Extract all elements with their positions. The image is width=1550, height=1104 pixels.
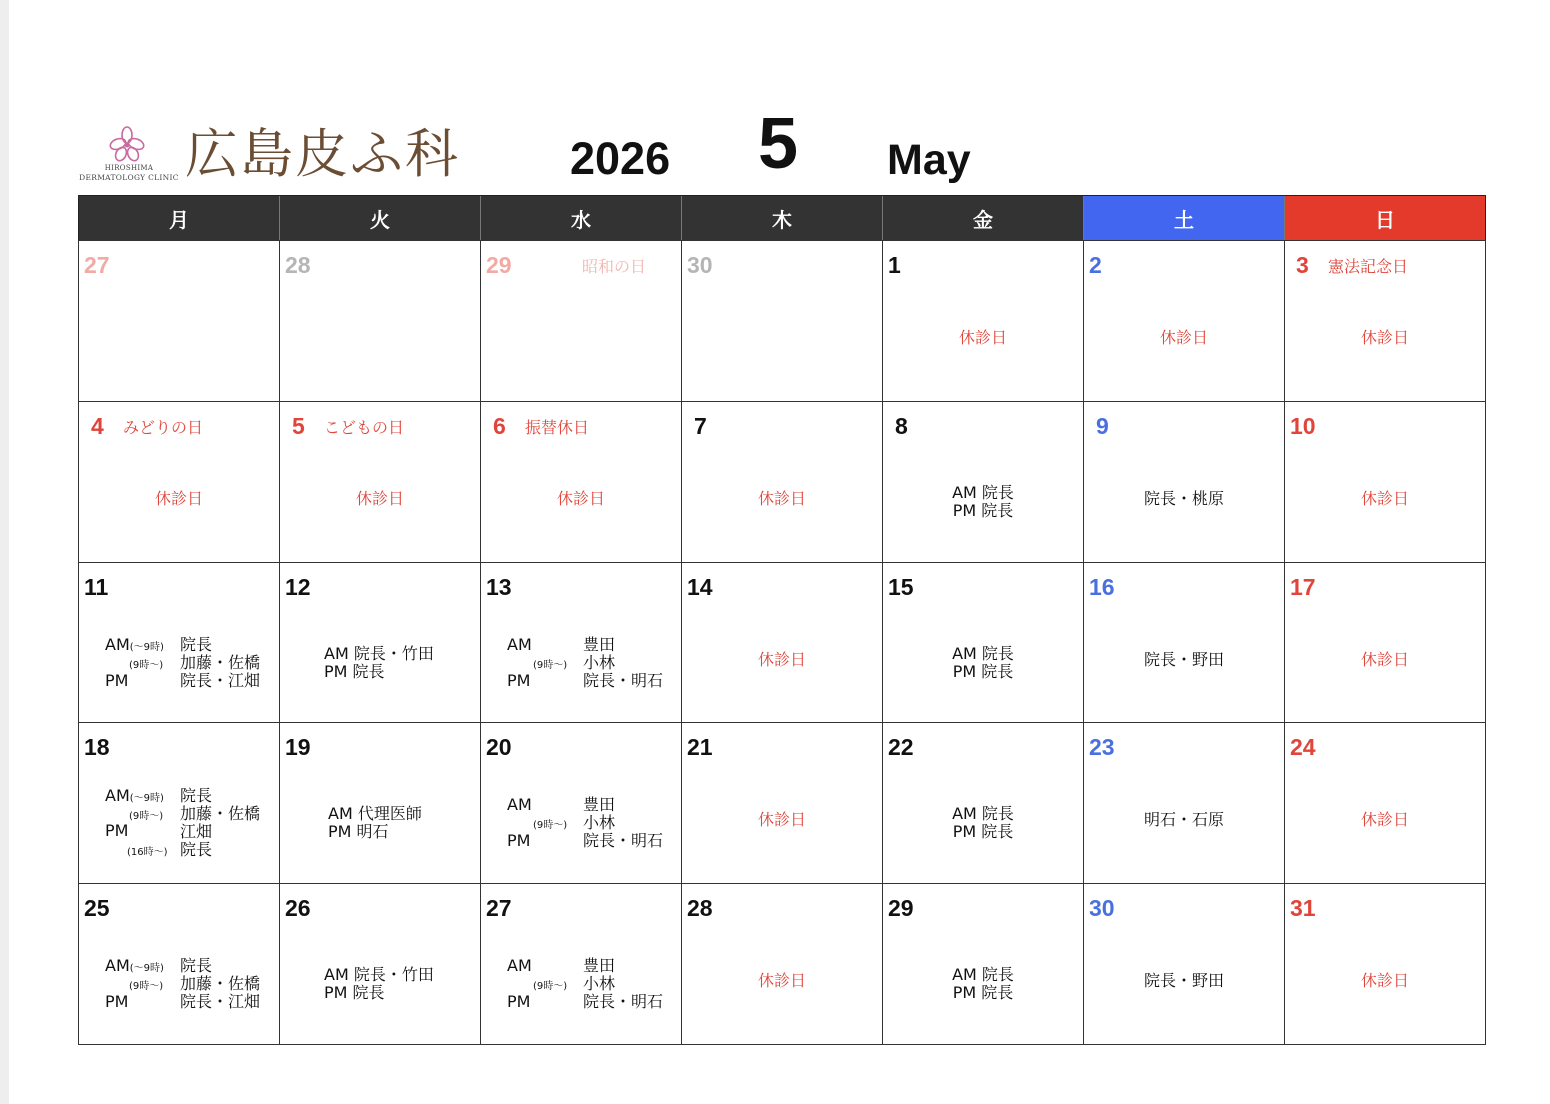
doctor: 院長 (180, 840, 213, 860)
day-cell-25 (79, 884, 280, 1045)
time-note: (9時〜) (129, 811, 164, 823)
calendar-month-name: May (887, 136, 971, 184)
day-number: 12 (285, 573, 311, 600)
closed-label: 休診日 (1360, 971, 1409, 991)
closed-label: 休診日 (757, 488, 806, 508)
closed-label: 休診日 (556, 488, 605, 508)
day-number: 18 (84, 734, 110, 761)
day-number: 2 (1089, 252, 1102, 278)
schedule-pm: PM 院長 (952, 822, 1014, 842)
day-number: 11 (84, 573, 109, 600)
schedule-am: AM 院長 (952, 643, 1014, 663)
day-cell-apr-28 (280, 241, 481, 402)
day-cell-1 (883, 241, 1084, 402)
schedule (883, 805, 1083, 841)
day-cell-17 (1285, 563, 1486, 724)
day-number: 17 (1290, 573, 1316, 600)
logo-text-line1: HIROSHIMA (104, 164, 154, 172)
day-number: 23 (1089, 734, 1115, 761)
flower-logo-icon (107, 126, 147, 162)
doctor: 豊田 (583, 795, 616, 815)
day-cell-16 (1084, 563, 1285, 724)
day-cell-24 (1285, 723, 1486, 884)
day-number: 24 (1290, 734, 1316, 761)
day-cell-14 (682, 563, 883, 724)
time-note: (〜9時) (129, 793, 164, 805)
calendar (78, 195, 1486, 1045)
schedule-am: AM 院長 (952, 482, 1014, 502)
weekday-thu: 木 (682, 196, 883, 240)
schedule (105, 636, 275, 692)
day-cell-apr-29 (481, 241, 682, 402)
day-cell-13 (481, 563, 682, 724)
day-cell-27 (481, 884, 682, 1045)
day-number: 26 (285, 895, 311, 922)
doctor: 院長 (180, 956, 213, 976)
day-number: 15 (888, 573, 914, 600)
doctor: 小林 (583, 974, 616, 994)
weekday-fri: 金 (883, 196, 1084, 240)
holiday-name: 振替休日 (525, 417, 590, 437)
weekday-sat: 土 (1084, 196, 1285, 240)
day-cell-22 (883, 723, 1084, 884)
day-number: 29 (888, 895, 914, 922)
day-number: 8 (895, 412, 908, 439)
closed-label: 休診日 (1159, 328, 1208, 347)
doctor: 江畑 (180, 822, 213, 842)
day-number: 21 (687, 734, 713, 761)
day-number: 5 (292, 412, 305, 439)
doctor: 加藤・佐橋 (180, 974, 261, 994)
pm-label: PM (105, 821, 129, 841)
closed-label: 休診日 (757, 810, 806, 830)
doctor: 加藤・佐橋 (180, 652, 261, 672)
schedule (507, 796, 677, 852)
closed-label: 休診日 (1360, 810, 1409, 830)
day-number: 6 (493, 412, 506, 439)
time-note: (9時〜) (533, 981, 568, 993)
day-cell-30 (1084, 884, 1285, 1045)
am-label: AM (507, 795, 532, 815)
day-cell-12 (280, 563, 481, 724)
day-number: 13 (486, 573, 512, 600)
holiday-name: こどもの日 (324, 417, 405, 437)
day-number: 28 (285, 252, 311, 278)
pm-label: PM (507, 831, 531, 851)
schedule-am: AM 院長・竹田 (324, 643, 434, 663)
day-number: 10 (1290, 412, 1316, 439)
doctor: 院長・明石 (583, 992, 664, 1012)
schedule-pm: PM 院長 (324, 983, 385, 1003)
schedule-am: AM 院長 (952, 804, 1014, 824)
day-number: 9 (1096, 412, 1109, 439)
day-number: 14 (687, 573, 713, 600)
day-cell-apr-30 (682, 241, 883, 402)
calendar-year: 2026 (570, 133, 671, 184)
day-cell-28 (682, 884, 883, 1045)
closed-label: 休診日 (1360, 488, 1409, 508)
page-edge (0, 0, 9, 1104)
pm-label: PM (507, 992, 531, 1012)
time-note: (16時〜) (127, 847, 168, 859)
day-number: 27 (84, 252, 110, 278)
day-cell-apr-27 (79, 241, 280, 402)
day-number: 1 (888, 252, 901, 278)
schedule-pm: PM 院長 (324, 661, 385, 681)
day-number: 19 (285, 734, 311, 761)
schedule-doctors: 院長・野田 (1143, 649, 1224, 669)
day-cell-5 (280, 402, 481, 563)
time-note: (〜9時) (129, 641, 164, 653)
schedule (105, 957, 275, 1013)
clinic-name: 広島皮ふ科 (185, 124, 460, 185)
doctor: 小林 (583, 813, 616, 833)
schedule (328, 805, 422, 841)
schedule-doctors: 院長・桃原 (1143, 488, 1224, 508)
doctor: 院長・江畑 (180, 992, 261, 1012)
calendar-grid (78, 240, 1486, 1045)
day-number: 22 (888, 734, 914, 761)
day-number: 28 (687, 895, 713, 922)
holiday-name: みどりの日 (123, 417, 204, 437)
schedule-pm: PM 院長 (952, 661, 1014, 681)
day-number: 31 (1290, 895, 1316, 922)
closed-label: 休診日 (958, 328, 1007, 347)
day-cell-26 (280, 884, 481, 1045)
schedule-am: AM 院長・竹田 (324, 965, 434, 985)
schedule-am: AM 代理医師 (328, 804, 422, 824)
schedule (883, 484, 1083, 520)
logo-text-line2: DERMATOLOGY CLINIC (79, 173, 179, 182)
doctor: 豊田 (583, 956, 616, 976)
weekday-wed: 水 (481, 196, 682, 240)
schedule (324, 645, 434, 681)
doctor: 院長 (180, 786, 213, 806)
closed-label: 休診日 (757, 971, 806, 991)
pm-label: PM (507, 670, 531, 690)
doctor: 院長 (180, 634, 213, 654)
am-label: AM (105, 634, 130, 654)
calendar-month-number: 5 (758, 104, 799, 184)
schedule-am: AM 院長 (952, 965, 1014, 985)
day-cell-29 (883, 884, 1084, 1045)
time-note: (9時〜) (533, 659, 568, 671)
schedule-pm: PM 院長 (952, 983, 1014, 1003)
day-cell-9 (1084, 402, 1285, 563)
day-number: 25 (84, 895, 110, 922)
schedule (507, 636, 677, 692)
day-cell-11 (79, 563, 280, 724)
time-note: (9時〜) (129, 659, 164, 671)
schedule (105, 787, 275, 863)
time-note: (9時〜) (533, 820, 568, 832)
pm-label: PM (105, 992, 129, 1012)
day-cell-15 (883, 563, 1084, 724)
doctor: 加藤・佐橋 (180, 804, 261, 824)
closed-label: 休診日 (1360, 328, 1409, 347)
weekday-header (78, 195, 1486, 241)
weekday-mon: 月 (79, 196, 280, 240)
day-number: 16 (1089, 573, 1115, 600)
day-number: 30 (1089, 895, 1115, 922)
day-cell-10 (1285, 402, 1486, 563)
doctor: 小林 (583, 652, 616, 672)
am-label: AM (105, 956, 130, 976)
day-cell-23 (1084, 723, 1285, 884)
clinic-logo (78, 126, 180, 184)
day-cell-21 (682, 723, 883, 884)
day-cell-2 (1084, 241, 1285, 402)
doctor: 院長・明石 (583, 831, 664, 851)
am-label: AM (105, 786, 130, 806)
day-number: 29 (486, 252, 512, 278)
day-number: 30 (687, 252, 713, 278)
schedule-pm: PM 明石 (328, 822, 389, 842)
time-note: (9時〜) (129, 981, 164, 993)
day-number: 27 (486, 895, 512, 922)
schedule (507, 957, 677, 1013)
closed-label: 休診日 (154, 488, 203, 508)
day-cell-7 (682, 402, 883, 563)
holiday-name: 憲法記念日 (1328, 257, 1409, 276)
schedule (883, 645, 1083, 681)
weekday-sun: 日 (1285, 196, 1485, 240)
holiday-name: 昭和の日 (582, 257, 647, 276)
doctor: 院長・明石 (583, 670, 664, 690)
day-cell-4 (79, 402, 280, 563)
schedule (324, 966, 434, 1002)
day-number: 4 (91, 412, 104, 439)
schedule (883, 966, 1083, 1002)
closed-label: 休診日 (355, 488, 404, 508)
am-label: AM (507, 956, 532, 976)
weekday-tue: 火 (280, 196, 481, 240)
day-cell-19 (280, 723, 481, 884)
day-cell-3 (1285, 241, 1486, 402)
doctor: 豊田 (583, 634, 616, 654)
day-cell-6 (481, 402, 682, 563)
day-number: 3 (1296, 252, 1309, 278)
schedule-doctors: 院長・野田 (1143, 971, 1224, 991)
day-number: 7 (694, 412, 707, 439)
closed-label: 休診日 (1360, 649, 1409, 669)
am-label: AM (507, 634, 532, 654)
day-cell-20 (481, 723, 682, 884)
day-cell-18 (79, 723, 280, 884)
closed-label: 休診日 (757, 649, 806, 669)
day-cell-8 (883, 402, 1084, 563)
doctor: 院長・江畑 (180, 670, 261, 690)
time-note: (〜9時) (129, 963, 164, 975)
day-cell-31 (1285, 884, 1486, 1045)
pm-label: PM (105, 670, 129, 690)
schedule-doctors: 明石・石原 (1143, 810, 1224, 830)
schedule-pm: PM 院長 (952, 500, 1014, 520)
day-number: 20 (486, 734, 512, 761)
